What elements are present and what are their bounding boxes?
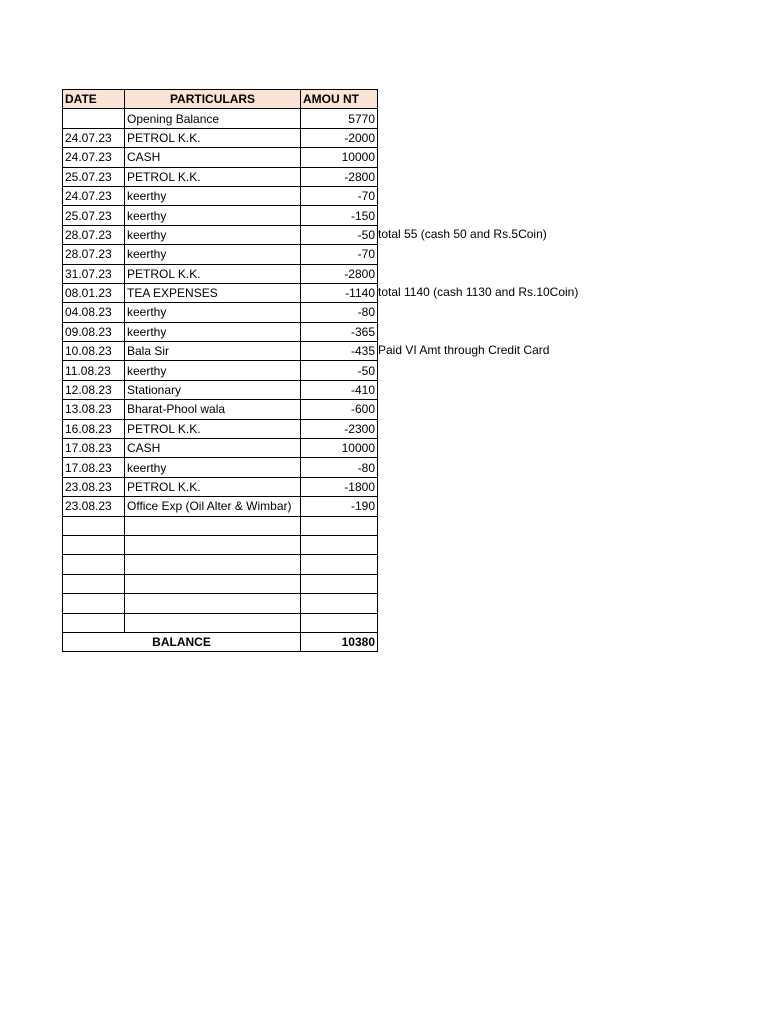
- date-cell[interactable]: 10.08.23: [63, 342, 125, 361]
- amount-cell[interactable]: -1140: [301, 283, 378, 302]
- date-cell[interactable]: 24.07.23: [63, 148, 125, 167]
- amount-cell[interactable]: -2000: [301, 128, 378, 147]
- table-row: [63, 109, 378, 128]
- particulars-cell[interactable]: [125, 574, 301, 593]
- particulars-cell[interactable]: [125, 613, 301, 632]
- table-row: [63, 245, 378, 264]
- row-note[interactable]: total 55 (cash 50 and Rs.5Coin): [378, 226, 547, 241]
- particulars-cell[interactable]: CASH: [125, 148, 301, 167]
- particulars-cell[interactable]: [125, 594, 301, 613]
- date-cell[interactable]: [63, 594, 125, 613]
- amount-cell[interactable]: [301, 613, 378, 632]
- balance-row: [63, 632, 378, 651]
- particulars-cell[interactable]: [125, 516, 301, 535]
- particulars-cell[interactable]: Bharat-Phool wala: [125, 400, 301, 419]
- date-cell[interactable]: 08.01.23: [63, 283, 125, 302]
- amount-cell[interactable]: -190: [301, 497, 378, 516]
- particulars-cell[interactable]: PETROL K.K.: [125, 477, 301, 496]
- particulars-cell[interactable]: keerthy: [125, 361, 301, 380]
- header-particulars[interactable]: PARTICULARS: [125, 90, 301, 109]
- particulars-cell[interactable]: [125, 555, 301, 574]
- particulars-cell[interactable]: keerthy: [125, 225, 301, 244]
- table-row: [63, 516, 378, 535]
- balance-amount[interactable]: 10380: [301, 632, 378, 651]
- amount-cell[interactable]: 10000: [301, 148, 378, 167]
- table-row: [63, 225, 378, 244]
- row-note[interactable]: Paid VI Amt through Credit Card: [378, 343, 550, 358]
- table-row: [63, 380, 378, 399]
- particulars-cell[interactable]: PETROL K.K.: [125, 128, 301, 147]
- header-row: [63, 90, 378, 109]
- particulars-cell[interactable]: PETROL K.K.: [125, 167, 301, 186]
- amount-cell[interactable]: -70: [301, 245, 378, 264]
- date-cell[interactable]: 09.08.23: [63, 322, 125, 341]
- date-cell[interactable]: 04.08.23: [63, 303, 125, 322]
- table-row: [63, 167, 378, 186]
- balance-label[interactable]: BALANCE: [63, 632, 301, 651]
- date-cell[interactable]: 12.08.23: [63, 380, 125, 399]
- ledger-sheet: [62, 89, 579, 652]
- amount-cell[interactable]: -2800: [301, 264, 378, 283]
- table-row: [63, 148, 378, 167]
- date-cell[interactable]: 24.07.23: [63, 128, 125, 147]
- particulars-cell[interactable]: Opening Balance: [125, 109, 301, 128]
- ledger-table: [62, 89, 378, 652]
- header-amount[interactable]: AMOU NT: [301, 90, 378, 109]
- table-row: [63, 128, 378, 147]
- date-cell[interactable]: [63, 574, 125, 593]
- date-cell[interactable]: [63, 555, 125, 574]
- particulars-cell[interactable]: Stationary: [125, 380, 301, 399]
- amount-cell[interactable]: [301, 574, 378, 593]
- particulars-cell[interactable]: keerthy: [125, 206, 301, 225]
- table-row: [63, 535, 378, 554]
- table-row: [63, 361, 378, 380]
- amount-cell[interactable]: [301, 535, 378, 554]
- table-row: [63, 419, 378, 438]
- particulars-cell[interactable]: CASH: [125, 439, 301, 458]
- table-row: [63, 342, 378, 361]
- particulars-cell[interactable]: PETROL K.K.: [125, 419, 301, 438]
- date-cell[interactable]: 13.08.23: [63, 400, 125, 419]
- date-cell[interactable]: 17.08.23: [63, 439, 125, 458]
- amount-cell[interactable]: [301, 555, 378, 574]
- particulars-cell[interactable]: keerthy: [125, 322, 301, 341]
- particulars-cell[interactable]: Office Exp (Oil Alter & Wimbar): [125, 497, 301, 516]
- table-row: [63, 186, 378, 205]
- table-row: [63, 555, 378, 574]
- amount-cell[interactable]: [301, 594, 378, 613]
- amount-cell[interactable]: -80: [301, 458, 378, 477]
- table-row: [63, 322, 378, 341]
- date-cell[interactable]: 31.07.23: [63, 264, 125, 283]
- table-row: [63, 613, 378, 632]
- date-cell[interactable]: [63, 613, 125, 632]
- table-row: [63, 497, 378, 516]
- particulars-cell[interactable]: Bala Sir: [125, 342, 301, 361]
- amount-cell[interactable]: -600: [301, 400, 378, 419]
- date-cell[interactable]: 25.07.23: [63, 167, 125, 186]
- date-cell[interactable]: 16.08.23: [63, 419, 125, 438]
- date-cell[interactable]: 23.08.23: [63, 497, 125, 516]
- amount-cell[interactable]: -410: [301, 380, 378, 399]
- ledger-body: [63, 109, 378, 633]
- table-row: [63, 458, 378, 477]
- date-cell[interactable]: 23.08.23: [63, 477, 125, 496]
- table-row: [63, 206, 378, 225]
- particulars-cell[interactable]: TEA EXPENSES: [125, 283, 301, 302]
- amount-cell[interactable]: 5770: [301, 109, 378, 128]
- amount-cell[interactable]: [301, 516, 378, 535]
- table-row: [63, 594, 378, 613]
- amount-cell[interactable]: -50: [301, 225, 378, 244]
- amount-cell[interactable]: 10000: [301, 439, 378, 458]
- amount-cell[interactable]: -2800: [301, 167, 378, 186]
- table-row: [63, 264, 378, 283]
- date-cell[interactable]: 17.08.23: [63, 458, 125, 477]
- row-note[interactable]: total 1140 (cash 1130 and Rs.10Coin): [378, 285, 579, 299]
- header-date[interactable]: DATE: [63, 90, 125, 109]
- date-cell[interactable]: 11.08.23: [63, 361, 125, 380]
- table-row: [63, 400, 378, 419]
- date-cell[interactable]: 24.07.23: [63, 186, 125, 205]
- amount-cell[interactable]: -365: [301, 322, 378, 341]
- table-row: [63, 477, 378, 496]
- particulars-cell[interactable]: [125, 535, 301, 554]
- particulars-cell[interactable]: keerthy: [125, 186, 301, 205]
- particulars-cell[interactable]: keerthy: [125, 458, 301, 477]
- amount-cell[interactable]: -70: [301, 186, 378, 205]
- table-row: [63, 574, 378, 593]
- amount-cell[interactable]: -80: [301, 303, 378, 322]
- particulars-cell[interactable]: keerthy: [125, 303, 301, 322]
- particulars-cell[interactable]: PETROL K.K.: [125, 264, 301, 283]
- table-row: [63, 283, 378, 302]
- amount-cell[interactable]: -50: [301, 361, 378, 380]
- amount-cell[interactable]: -150: [301, 206, 378, 225]
- amount-cell[interactable]: -2300: [301, 419, 378, 438]
- date-cell[interactable]: [63, 535, 125, 554]
- date-cell[interactable]: 28.07.23: [63, 225, 125, 244]
- table-row: [63, 303, 378, 322]
- table-row: [63, 439, 378, 458]
- amount-cell[interactable]: -1800: [301, 477, 378, 496]
- date-cell[interactable]: 25.07.23: [63, 206, 125, 225]
- date-cell[interactable]: [63, 516, 125, 535]
- date-cell[interactable]: 28.07.23: [63, 245, 125, 264]
- particulars-cell[interactable]: keerthy: [125, 245, 301, 264]
- amount-cell[interactable]: -435: [301, 342, 378, 361]
- date-cell[interactable]: [63, 109, 125, 128]
